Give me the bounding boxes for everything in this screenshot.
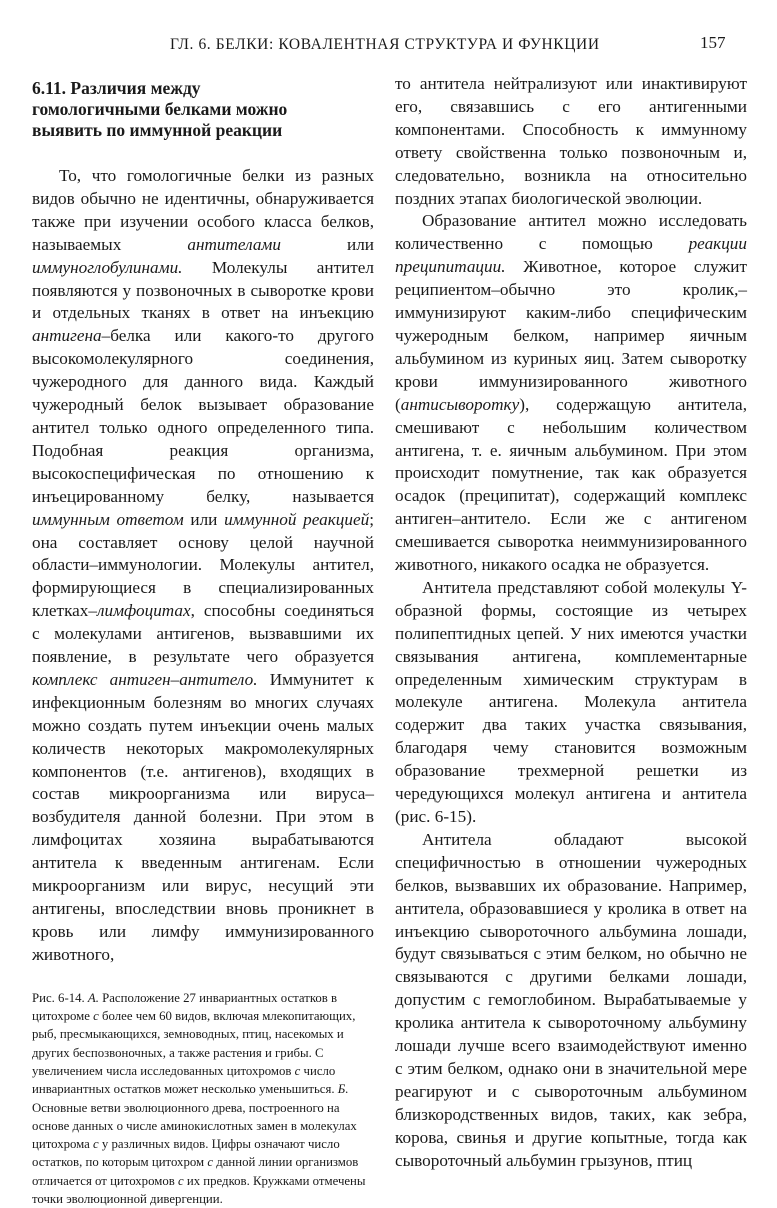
- section-title-line-1: 6.11. Различия между: [32, 78, 201, 98]
- right-column: [395, 73, 747, 1173]
- paragraph-precipitation: Образование антител можно исследовать количественно с помощью реакции преципитации. Животное, которое служит реципиентом–обычно это кролик,–иммунизируют каким-либо специфическим чужеродным белком, например яичным альбумином из куриных яиц. Затем сыворотку крови иммунизированного животного (антисыворотку), содержащую антитела, смешивают с небольшим количеством антигена, т. е. яичным альбумином. При этом происходит помутнение, так как образуется осадок (преципитат), содержащий комплекс антиген–антитело. Если же с антигеном смешивается сыворотка неиммунизированного животного, никакого осадка не образуется.: [395, 211, 747, 575]
- figure-caption: Рис. 6-14. А. Расположение 27 инвариантных остатков в цитохроме с более чем 60 видов, включая млекопитающих, рыб, пресмыкающихся, земноводных, птиц, насекомых и других беспозвоночных, а также растения и грибы. С увеличением числа исследованных цитохромов с число инвариантных остатков может несколько уменьшиться. Б. Основные ветви эволюционного древа, построенного на основе данных о числе аминокислотных замен в молекулах цитохрома с у различных видов. Цифры означают число остатков, по которым цитохром с данной линии организмов отличается от цитохромов с их предков. Кружками отмечены точки эволюционной дивергенции.: [32, 990, 366, 1206]
- left-column: [32, 78, 374, 1208]
- section-title-line-2: гомологичными белками можно: [32, 99, 288, 119]
- paragraph-antibodies-intro: То, что гомологичные белки из разных видов обычно не идентичны, обнаруживается также при изучении особого класса белков, называемых антителами или иммуноглобулинами. Молекулы антител появляются у позвоночных в сыворотке крови и отдельных тканях в ответ на инъекцию антигена–белка или какого-то другого высокомолекулярного соединения, чужеродного для данного вида. Каждый чужеродный белок вызывает образование антител только одного определенного типа. Подобная реакция организма, высокоспецифическая по отношению к инъецированному белку, называется иммунным ответом или иммунной реакцией; она составляет основу целой научной области–иммунологии. Молекулы антител, формирующиеся в специализированных клетках–лимфоцитах, способны соединяться с молекулами антигенов, вызвавшими их появление, в результате чего образуется комплекс антиген–антитело. Иммунитет к инфекционным болезням во многих случаях можно создать путем инъекции очень малых количеств некоторых макромолекулярных компонентов (т.е. антигенов), входящих в состав микроорганизма или вируса–возбудителя данной болезни. При этом в лимфоцитах хозяина вырабатываются антитела к введенным антигенам. Если микроорганизм или вирус, несущий эти антигены, впоследствии вновь проникнет в кровь или лимфу иммунизированного животного,: [32, 166, 374, 964]
- page-number: 157: [700, 33, 726, 52]
- paragraph-immune-continuation: то антитела нейтрализуют или инактивируют его, связавшись с его антигенными компонентами. Способность к иммунному ответу свойственна только позвоночным и, следовательно, возникла на относительно поздних этапах биологической эволюции.: [395, 74, 747, 208]
- section-title: [32, 78, 374, 141]
- section-title-line-3: выявить по иммунной реакции: [32, 120, 283, 140]
- paragraph-antibody-structure: Антитела представляют собой молекулы Y-образной формы, состоящие из четырех полипептидных цепей. У них имеются участки связывания антигена, комплементарные определенным химическим структурам в молекуле антигена. Молекула антитела содержит два таких участка связывания, благодаря чему становится возможным образование трехмерной решетки из чередующихся молекул антигена и антитела (рис. 6-15).: [395, 577, 747, 826]
- running-header: ГЛ. 6. БЕЛКИ: КОВАЛЕНТНАЯ СТРУКТУРА И ФУНКЦИИ: [170, 36, 600, 53]
- paragraph-antibody-specificity: Антитела обладают высокой специфичностью в отношении чужеродных белков, вызвавших их образование. Например, антитела, образовавшиеся у кролика в ответ на инъекцию сывороточного альбумина лошади, будут связываться с этим белком, но обычно не связываются с другими белками лошади, допустим с гемоглобином. Вырабатываемые у кролика антитела к сывороточному альбумину лошади лучше всего взаимодействуют именно с этим белком, однако они в значительной мере реагируют и с сывороточным альбумином близкородственных видов, таких, как зебра, корова, свинья и другие копытные, тогда как сывороточный альбумин грызунов, птиц: [395, 829, 747, 1170]
